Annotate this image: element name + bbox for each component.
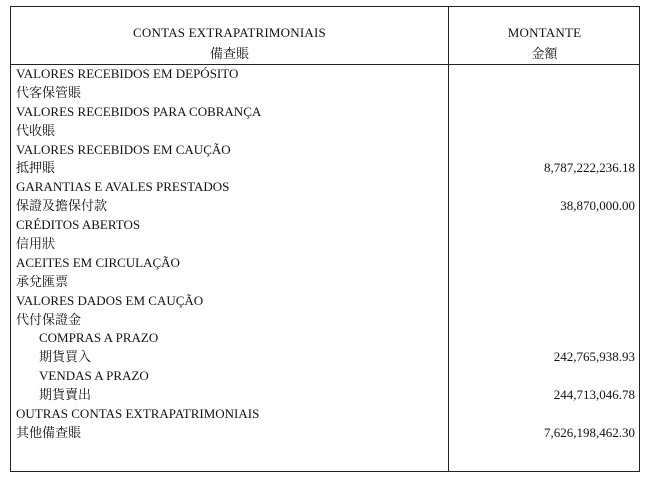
row-label: 代收賬 <box>16 122 56 138</box>
row-label: VENDAS A PRAZO <box>39 368 149 384</box>
table-row <box>11 235 639 254</box>
table-row <box>11 159 639 178</box>
table-row <box>11 84 639 103</box>
table-row <box>11 273 639 292</box>
table-row <box>11 311 639 330</box>
row-label: COMPRAS A PRAZO <box>39 330 159 346</box>
row-label: 代付保證金 <box>16 311 82 327</box>
row-label: 承兌匯票 <box>16 273 69 289</box>
table-row <box>11 348 639 367</box>
row-label: 代客保管賬 <box>16 84 82 100</box>
header-amount-subtitle: 金額 <box>531 46 558 61</box>
table-row <box>11 329 639 348</box>
table-body <box>11 65 639 443</box>
table-row <box>11 197 639 216</box>
row-label: 保證及擔保付款 <box>16 198 108 214</box>
row-amount: 38,870,000.00 <box>560 198 635 214</box>
header-accounts-title: CONTAS EXTRAPATRIMONIAIS <box>133 25 326 40</box>
row-label: VALORES DADOS EM CAUÇÃO <box>16 292 204 308</box>
header-amount-title: MONTANTE <box>507 25 582 40</box>
table-row <box>11 122 639 141</box>
table-row <box>11 216 639 235</box>
table-row <box>11 292 639 311</box>
row-amount: 242,765,938.93 <box>553 349 635 365</box>
row-label: ACEITES EM CIRCULAÇÃO <box>16 254 180 270</box>
table-row <box>11 178 639 197</box>
row-label: VALORES RECEBIDOS EM CAUÇÃO <box>16 141 231 157</box>
row-amount: 8,787,222,236.18 <box>544 160 635 176</box>
table-row <box>11 141 639 160</box>
row-amount: 7,626,198,462.30 <box>544 424 635 440</box>
row-label: VALORES RECEBIDOS EM DEPÓSITO <box>16 66 239 81</box>
table-row <box>11 386 639 405</box>
table-row <box>11 424 639 443</box>
header-accounts <box>11 7 448 64</box>
header-accounts-subtitle: 備查賬 <box>209 46 249 61</box>
row-label: 期貨買入 <box>39 349 92 365</box>
off-balance-sheet-table <box>10 6 640 472</box>
table-row <box>11 405 639 424</box>
table-row <box>11 367 639 386</box>
row-amount: 244,713,046.78 <box>553 387 635 403</box>
row-label: 信用狀 <box>16 236 56 252</box>
row-label: 期貨賣出 <box>39 387 92 403</box>
header-amount <box>448 7 641 64</box>
table-row <box>11 103 639 122</box>
table-row <box>11 254 639 273</box>
table-row <box>11 65 639 84</box>
row-label: 其他備查賬 <box>16 424 82 440</box>
row-label: 抵押賬 <box>16 160 56 176</box>
row-label: GARANTIAS E AVALES PRESTADOS <box>16 179 230 195</box>
row-label: VALORES RECEBIDOS PARA COBRANÇA <box>16 103 262 119</box>
row-label: CRÉDITOS ABERTOS <box>16 217 141 233</box>
row-label: OUTRAS CONTAS EXTRAPATRIMONIAIS <box>16 406 260 422</box>
